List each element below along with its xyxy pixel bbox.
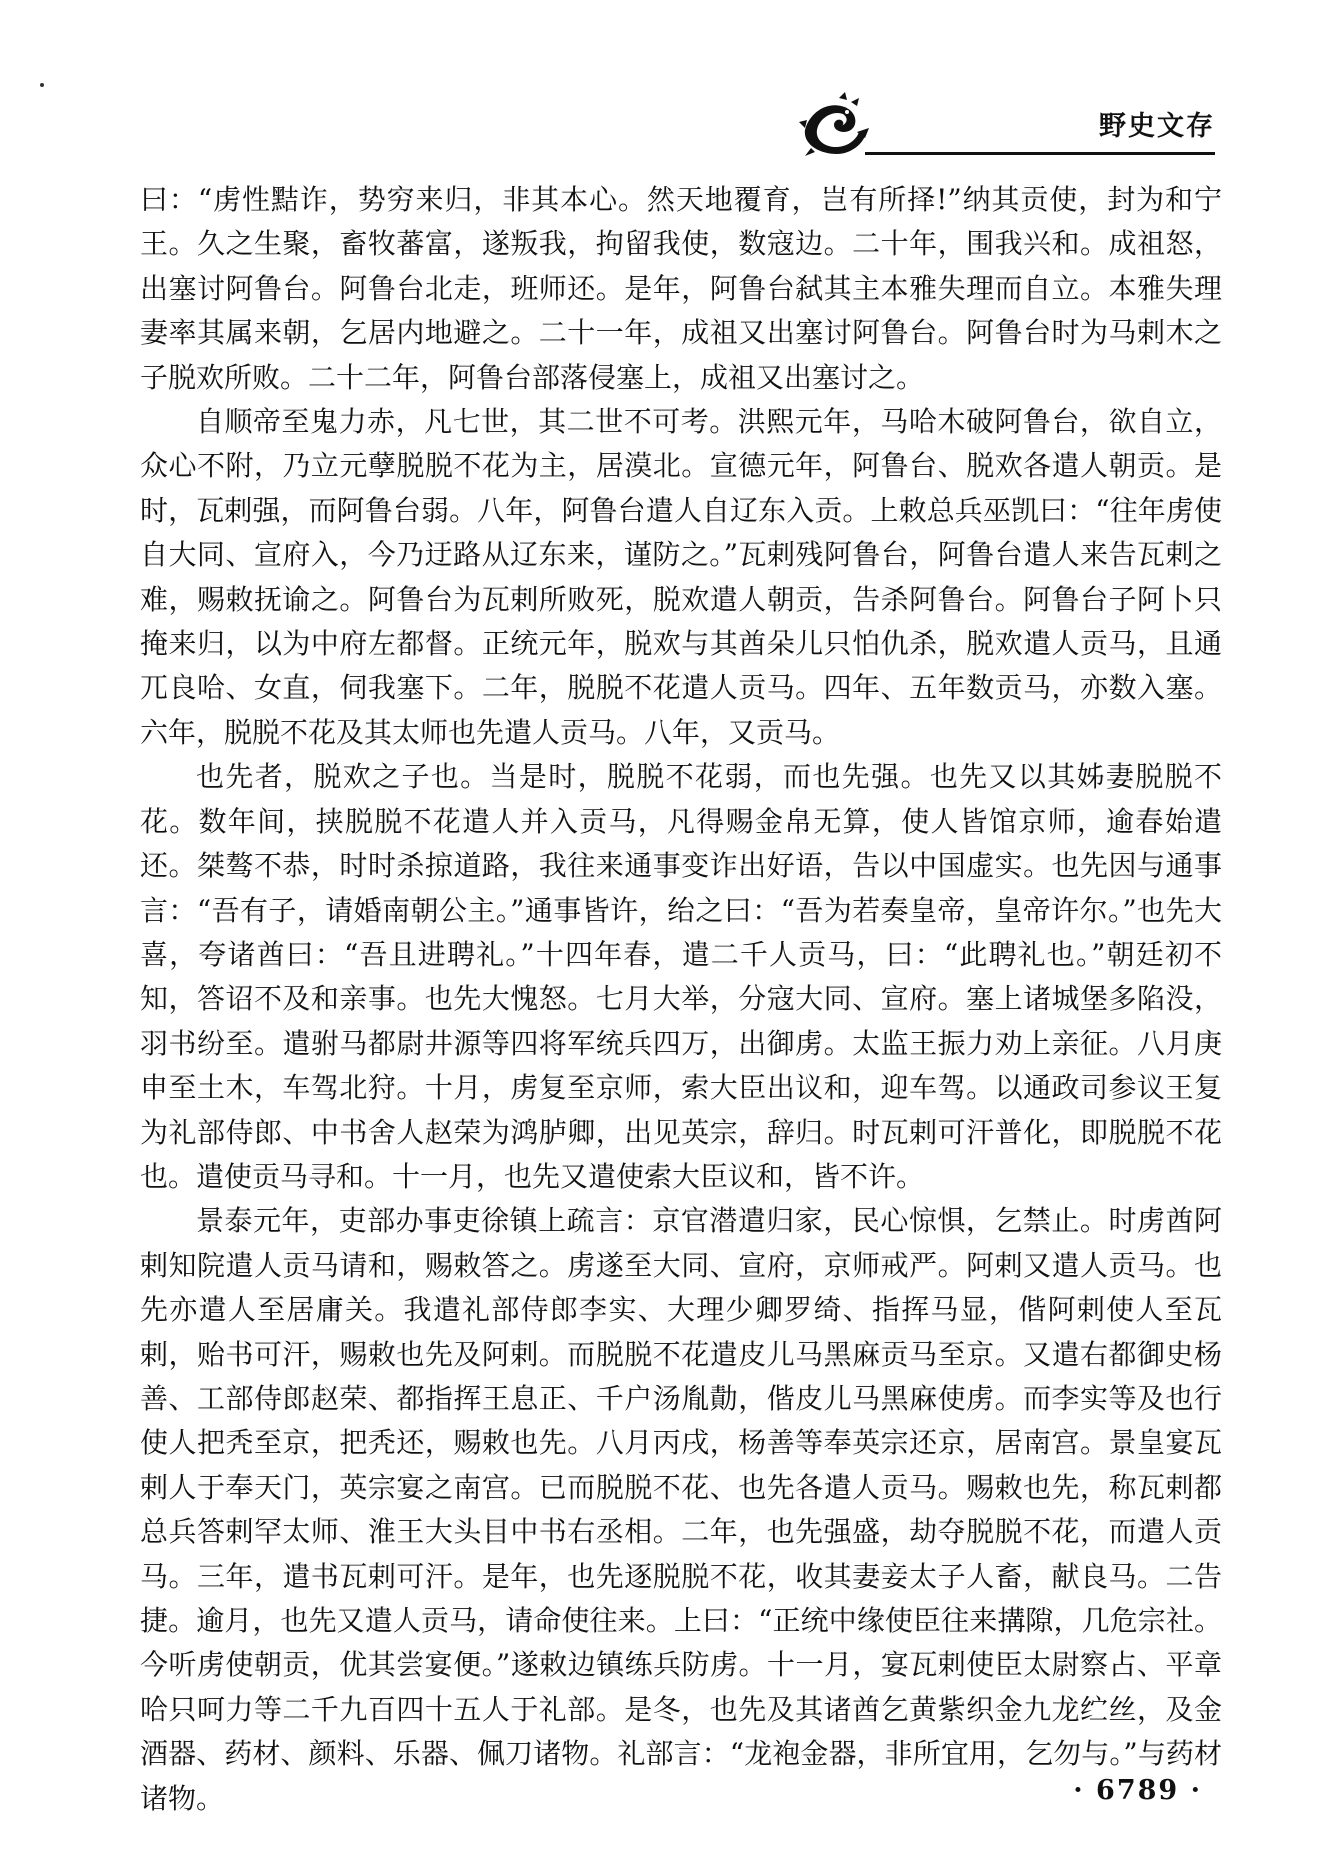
running-header — [795, 92, 1215, 162]
paragraph-continued: 曰：“虏性黠诈，势穷来归，非其本心。然天地覆育，岂有所择!”纳其贡使，封为和宁王。久之生聚，畜牧蕃富，遂叛我，拘留我使，数寇边。二十年，围我兴和。成祖怒，出塞讨阿鲁台。阿鲁台北走，班师还。是年，阿鲁台弑其主本雅失理而自立。本雅失理妻率其属来朝，乞居内地避之。二十一年，成祖又出塞讨阿鲁台。阿鲁台时为马剌木之子脱欢所败。二十二年，阿鲁台部落侵塞上，成祖又出塞讨之。 — [140, 183, 1222, 394]
paragraph: 景泰元年，吏部办事吏徐镇上疏言：京官潜遣归家，民心惊惧，乞禁止。时虏酋阿剌知院遣人贡马请和，赐敕答之。虏遂至大同、宣府，京师戒严。阿剌又遣人贡马。也先亦遣人至居庸关。我遣礼部侍郎李实、大理少卿罗绮、指挥马显，偕阿剌使人至瓦剌，贻书可汗，赐敕也先及阿剌。而脱脱不花遣皮儿马黑麻贡马至京。又遣右都御史杨善、工部侍郎赵荣、都指挥王息正、千户汤胤勣，偕皮儿马黑麻使虏。而李实等及也行使人把秃至京，把秃还，赐敕也先。八月丙戌，杨善等奉英宗还京，居南宫。景皇宴瓦剌人于奉天门，英宗宴之南宫。已而脱脱不花、也先各遣人贡马。赐敕也先，称瓦剌都总兵答剌罕太师、淮王大头目中书右丞相。二年，也先强盛，劫夺脱脱不花，而遣人贡马。三年，遣书瓦剌可汗。是年，也先逐脱脱不花，收其妻妾太子人畜，献良马。二告捷。逾月，也先又遣人贡马，请命使往来。上曰：“正统中缘使臣往来搆隙，几危宗社。今听虏使朝贡，优其尝宴便。”遂敕边镇练兵防虏。十一月，宴瓦剌使臣太尉察占、平章哈只呵力等二千九百四十五人于礼部。是冬，也先及其诸酋乞黄紫织金九龙纻丝，及金酒器、药材、颜料、乐器、佩刀诸物。礼部言：“龙袍金器，非所宜用，乞勿与。”与药材诸物。 — [140, 1204, 1222, 1815]
paragraph: 也先者，脱欢之子也。当是时，脱脱不花弱，而也先强。也先又以其姊妻脱脱不花。数年间，挟脱脱不花遣人并入贡马，凡得赐金帛无算，使人皆馆京师，逾春始遣还。桀骜不恭，时时杀掠道路，我往来通事变诈出好语，告以中国虚实。也先因与通事言：“吾有子，请婚南朝公主。”通事皆许，绐之曰：“吾为若奏皇帝，皇帝许尔。”也先大喜，夸诸酋曰：“吾且进聘礼。”十四年春，遣二千人贡马，曰：“此聘礼也。”朝廷初不知，答诏不及和亲事。也先大愧怒。七月大举，分寇大同、宣府。塞上诸城堡多陷没，羽书纷至。遣驸马都尉井源等四将军统兵四万，出御虏。太监王振力劝上亲征。八月庚申至土木，车驾北狩。十月，虏复至京师，索大臣出议和，迎车驾。以通政司参议王复为礼部侍郎、中书舍人赵荣为鸿胪卿，出见英宗，辞归。时瓦剌可汗普化，即脱脱不花也。遣使贡马寻和。十一月，也先又遣使索大臣议和，皆不许。 — [140, 760, 1222, 1193]
paragraph: 自顺帝至鬼力赤，凡七世，其二世不可考。洪熙元年，马哈木破阿鲁台，欲自立，众心不附，乃立元孽脱脱不花为主，居漠北。宣德元年，阿鲁台、脱欢各遣人朝贡。是时，瓦剌强，而阿鲁台弱。八年，阿鲁台遣人自辽东入贡。上敕总兵巫凯曰：“往年虏使自大同、宣府入，今乃迂路从辽东来，谨防之。”瓦剌残阿鲁台，阿鲁台遣人来告瓦剌之难，赐敕抚谕之。阿鲁台为瓦剌所败死，脱欢遣人朝贡，告杀阿鲁台。阿鲁台子阿卜只掩来归，以为中府左都督。正统元年，脱欢与其酋朵儿只怕仇杀，脱欢遣人贡马，且通兀良哈、女直，伺我塞下。二年，脱脱不花遣人贡马。四年、五年数贡马，亦数入塞。六年，脱脱不花及其太师也先遣人贡马。八年，又贡马。 — [140, 405, 1222, 749]
header-rule — [865, 152, 1215, 155]
header-title: 野史文存 — [1099, 111, 1215, 142]
body-text — [140, 178, 1222, 1821]
scan-speck — [40, 83, 44, 87]
page-number: · 6789 · — [1073, 1775, 1202, 1806]
dragon-icon — [795, 92, 875, 158]
